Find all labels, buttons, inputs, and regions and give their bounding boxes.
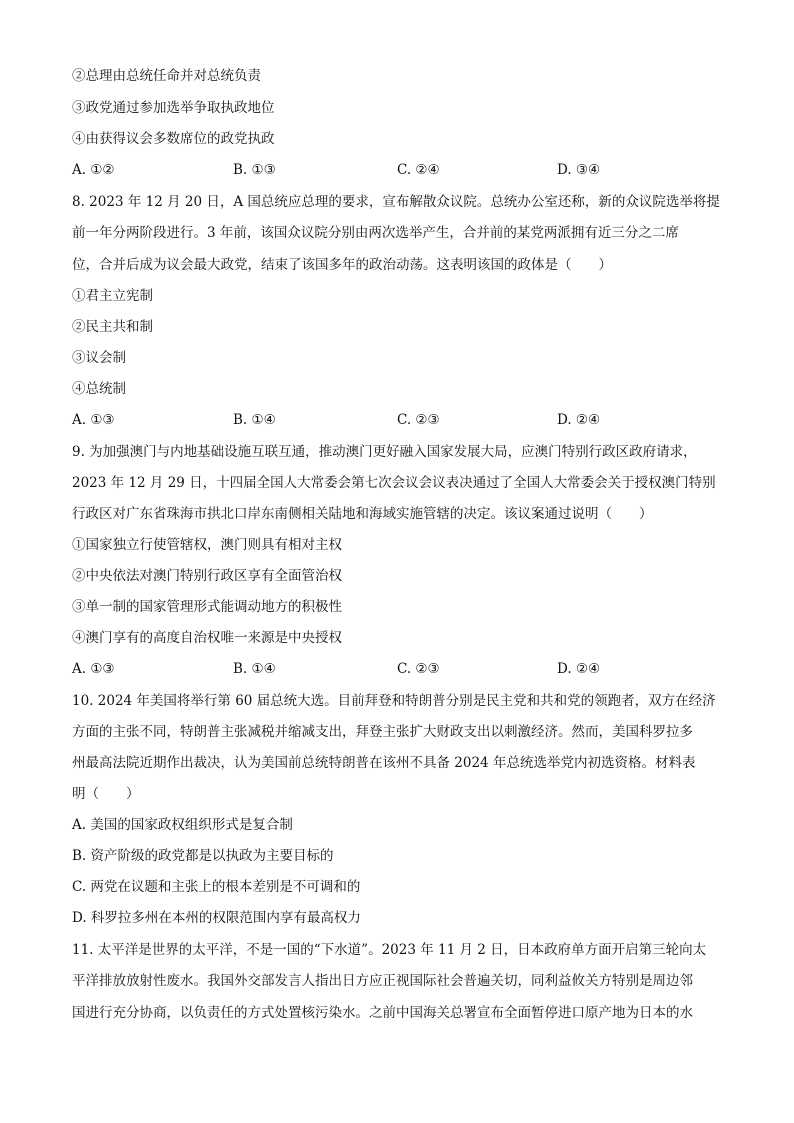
q9-statement: ①国家独立行使管辖权，澳门则具有相对主权 [72,537,342,553]
q8-stem-line: 8. 2023 年 12 月 20 日，A 国总统应总理的要求，宣布解散众议院。总统办公室还称，新的众议院选举将提 [72,194,720,210]
q9-option-d: D. ②④ [557,661,601,677]
q8-statement: ①君主立宪制 [72,288,153,304]
q11-stem-line: 平洋排放放射性废水。我国外交部发言人指出日方应正视国际社会普遍关切，同利益攸关方特别是周边邻 [72,973,693,989]
q8-statement: ②民主共和制 [72,319,153,335]
q9-statement: ④澳门享有的高度自治权唯一来源是中央授权 [72,630,342,646]
q10-stem-line: 方面的主张不同，特朗普主张减税并缩减支出，拜登主张扩大财政支出以刺激经济。然而，美国科罗拉多 [72,724,693,740]
q9-stem-line: 9. 为加强澳门与内地基础设施互联互通，推动澳门更好融入国家发展大局，应澳门特别行政区政府请求， [72,444,697,460]
q10-option-b: B. 资产阶级的政党都是以执政为主要目标的 [72,848,334,864]
q8-option-c: C. ②③ [397,412,440,428]
q11-stem-line: 国进行充分协商，以负责任的方式处置核污染水。之前中国海关总署宣布全面暂停进口原产地为日本的水 [72,1005,693,1021]
q8-statement: ④总统制 [72,381,126,397]
q9-option-b: B. ①④ [233,661,276,677]
q8-stem-line: 前一年分两阶段进行。3 年前，该国众议院分别由两次选举产生，合并前的某党两派拥有近三分之二席 [72,225,679,241]
q8-stem-line: 位，合并后成为议会最大政党，结束了该国多年的政治动荡。这表明该国的政体是（ ） [72,257,612,273]
q8-option-d: D. ②④ [557,412,601,428]
q8-statement: ③议会制 [72,350,126,366]
statement-4: ④由获得议会多数席位的政党执政 [72,131,275,147]
option-d: D. ③④ [557,162,601,178]
q11-stem-line: 11. 太平洋是世界的太平洋，不是一国的“下水道”。2023 年 11 月 2 日，日本政府单方面开启第三轮向太 [72,942,707,958]
statement-3: ③政党通过参加选举争取执政地位 [72,100,275,116]
q9-statement: ②中央依法对澳门特别行政区享有全面管治权 [72,568,342,584]
q9-statement: ③单一制的国家管理形式能调动地方的积极性 [72,599,342,615]
q10-option-c: C. 两党在议题和主张上的根本差别是不可调和的 [72,879,361,895]
q10-option-d: D. 科罗拉多州在本州的权限范围内享有最高权力 [72,910,361,926]
option-c: C. ②④ [397,162,440,178]
q8-option-a: A. ①③ [72,412,115,428]
option-a: A. ①② [72,162,115,178]
q9-stem-line: 2023 年 12 月 29 日，十四届全国人大常委会第七次会议会议表决通过了全国人大常委会关于授权澳门特别 [72,475,716,491]
q8-option-b: B. ①④ [233,412,276,428]
q9-stem-line: 行政区对广东省珠海市拱北口岸东南侧相关陆地和海域实施管辖的决定。该议案通过说明（ ） [72,506,653,522]
q10-stem-line: 10. 2024 年美国将举行第 60 届总统大选。目前拜登和特朗普分别是民主党和共和党的领跑者，双方在经济 [72,693,716,709]
q10-option-a: A. 美国的国家政权组织形式是复合制 [72,817,293,833]
q9-option-c: C. ②③ [397,661,440,677]
q9-option-a: A. ①③ [72,661,115,677]
statement-2: ②总理由总统任命并对总统负责 [72,68,261,84]
q10-stem-line: 州最高法院近期作出裁决，认为美国前总统特朗普在该州不具备 2024 年总统选举党内初选资格。材料表 [72,755,696,771]
option-b: B. ①③ [233,162,276,178]
q10-stem-line: 明（ ） [72,786,140,802]
